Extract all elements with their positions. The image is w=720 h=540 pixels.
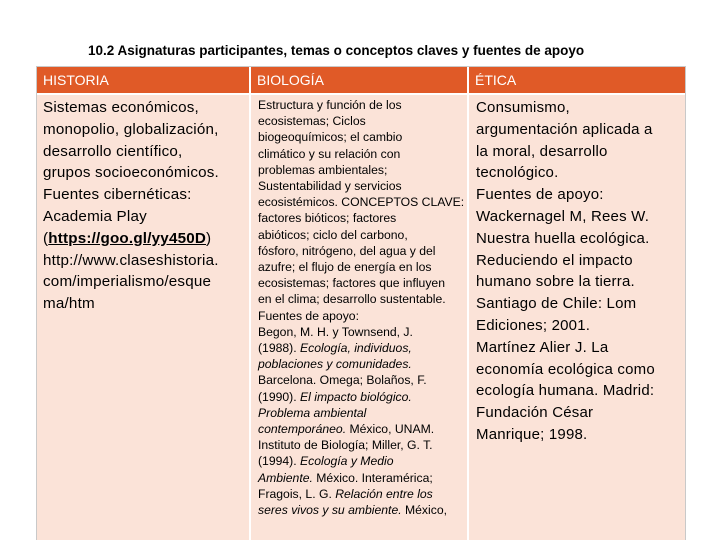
biologia-line: fósforo, nitrógeno, del agua y del [258,243,436,258]
historia-line: Fuentes cibernéticas: [43,186,192,204]
etica-line: Reduciendo el impacto [476,251,633,269]
biologia-ref-line [258,470,467,486]
etica-line: Nuestra huella ecológica. [476,229,650,247]
subjects-table [36,66,686,540]
cell-historia [37,95,249,540]
etica-line: Santiago de Chile: Lom [476,295,637,313]
link-open-paren: ( [43,229,49,247]
etica-line: Ediciones; 2001. [476,316,591,334]
etica-line: tecnológico. [476,164,559,182]
historia-url-line: http://www.claseshistoria. [43,251,219,269]
ref2-title-end: contemporáneo. [258,422,347,437]
biologia-line: factores bióticos; factores [258,211,397,226]
ref3-title-end: Ambiente. [258,470,313,485]
ref1-title: Ecología, individuos, [300,341,412,356]
historia-line: Academia Play [43,207,147,225]
ref4-author: Fragois, L. G. [258,486,336,501]
biologia-line: abióticos; ciclo del carbono, [258,227,408,242]
ref3-publisher: México. Interamérica; [312,470,433,485]
biologia-ref-line [258,421,467,437]
ref2-year: (1990). [258,389,301,404]
historia-link-line [43,228,249,250]
cell-biologia [251,95,467,540]
etica-line: economía ecológica como [476,360,655,378]
biologia-line: ecosistemas; factores que influyen [258,276,445,291]
etica-line: Fundación César [476,404,594,422]
historia-line: monopolio, globalización, [43,120,219,138]
biologia-line: Sustentabilidad y servicios [258,179,402,194]
ref2-title: El impacto biológico. [300,389,412,404]
etica-line: Fuentes de apoyo: [476,186,604,204]
biologia-line: biogeoquímicos; el cambio [258,130,403,145]
ref2-publisher: México, UNAM. [346,422,435,437]
etica-line: Manrique; 1998. [476,425,588,443]
historia-line: desarrollo científico, [43,142,183,160]
etica-line: la moral, desarrollo [476,142,608,160]
header-biologia: BIOLOGÍA [251,67,467,93]
etica-line: ecología humana. Madrid: [476,382,655,400]
biologia-ref-line: Problema ambiental [258,405,367,420]
historia-url-line: com/imperialismo/esque [43,273,212,291]
cell-etica [469,95,685,540]
link-close-paren: ) [206,229,212,247]
ref3-year: (1994). [258,454,301,469]
biologia-ref-line [258,502,467,518]
etica-line: Wackernagel M, Rees W. [476,207,650,225]
biologia-line: climático y su relación con [258,146,401,161]
biologia-line: ecosistémicos. CONCEPTOS CLAVE: [258,195,465,210]
goo-gl-link[interactable]: https://goo.gl/yy450D [48,229,207,247]
biologia-line: Begon, M. H. y Townsend, J. [258,324,413,339]
header-etica: ÉTICA [469,67,685,93]
etica-line: Consumismo, [476,99,570,116]
ref4-title-end: seres vivos y su ambiente. [258,503,402,518]
biologia-line: azufre; el flujo de energía en los [258,260,432,275]
etica-line: Martínez Alier J. La [476,338,609,356]
biologia-ref-line: Instituto de Biología; Miller, G. T. [258,438,433,453]
biologia-line: Estructura y función de los [258,98,402,112]
biologia-line: Fuentes de apoyo: [258,308,359,323]
page-title: 10.2 Asignaturas participantes, temas o conceptos claves y fuentes de apoyo [88,43,585,58]
historia-url-line: ma/htm [43,295,95,313]
header-historia: HISTORIA [37,67,249,93]
biologia-ref-line [258,453,467,469]
biologia-line: ecosistemas; Ciclos [258,114,366,129]
biologia-ref-line: poblaciones y comunidades. [258,357,412,372]
table-header-row [37,67,685,93]
historia-line: grupos socioeconómicos. [43,164,219,182]
etica-line: argumentación aplicada a [476,120,653,138]
historia-line: Sistemas económicos, [43,99,199,116]
biologia-ref-line [258,486,467,502]
ref1-year: (1988). [258,341,301,356]
biologia-line: en el clima; desarrollo sustentable. [258,292,446,307]
ref3-title: Ecología y Medio [300,454,394,469]
ref4-title: Relación entre los [335,486,433,501]
biologia-line: problemas ambientales; [258,162,388,177]
biologia-ref-line: Barcelona. Omega; Bolaños, F. [258,373,427,388]
biologia-ref-line [258,389,467,405]
etica-line: humano sobre la tierra. [476,273,635,291]
ref4-place: México, [401,503,447,518]
table-body-row [37,95,685,540]
biologia-ref-line [258,340,467,356]
